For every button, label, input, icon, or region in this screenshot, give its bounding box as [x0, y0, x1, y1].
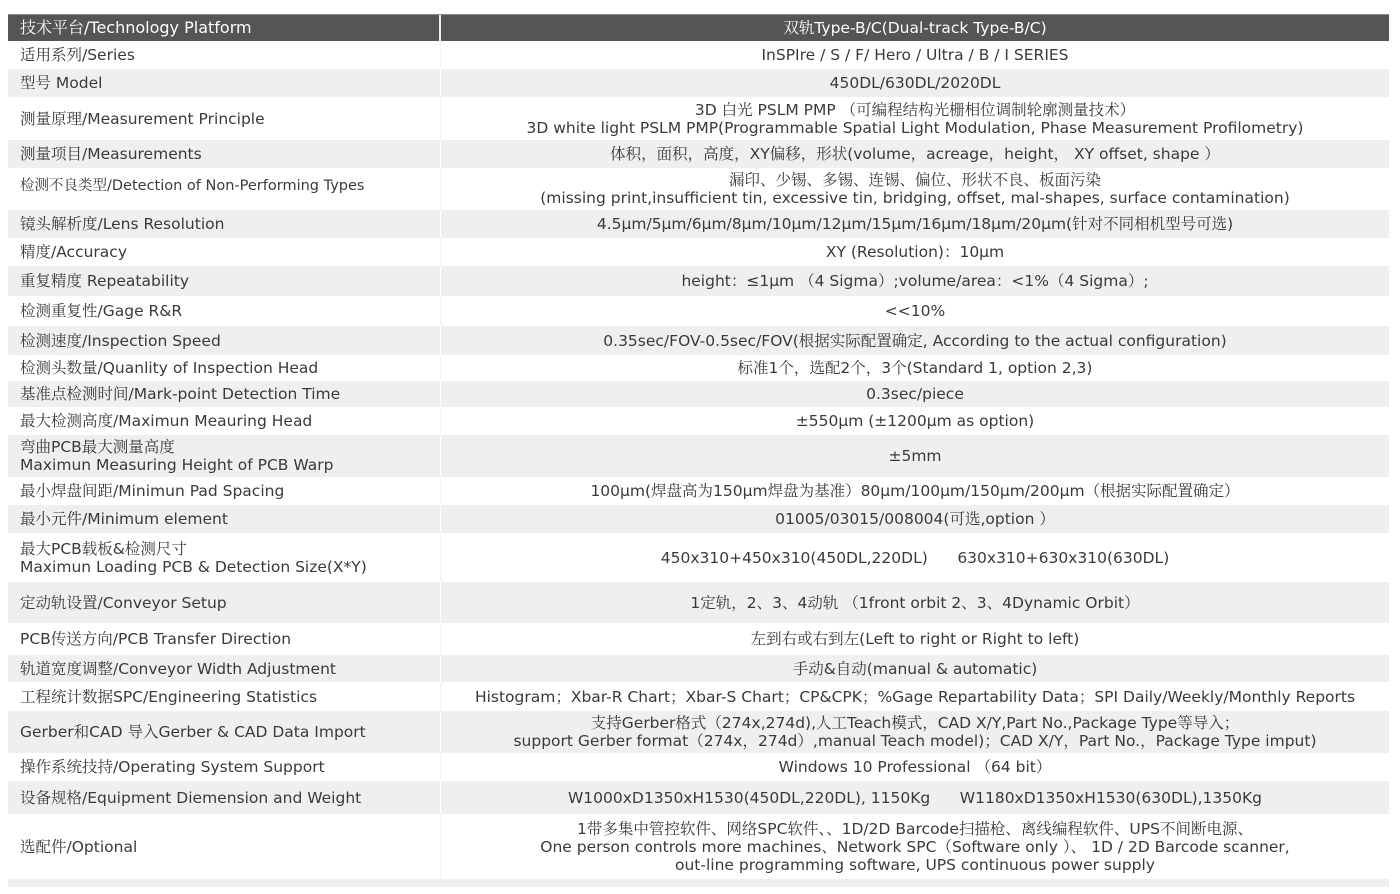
label-text-cn: 弯曲PCB最大测量高度: [20, 438, 175, 456]
row-label: [8, 238, 441, 266]
spec-table: [8, 14, 1389, 879]
row-label: [8, 140, 441, 168]
row-value: [441, 355, 1389, 381]
value-text: ±550µm (±1200µm as option): [795, 412, 1035, 430]
label-text: 适用系列/Series: [20, 46, 135, 64]
table-row-lens-resolution: [8, 210, 1389, 238]
row-label: [8, 533, 441, 582]
table-row-optional: [8, 814, 1389, 879]
row-value: [441, 69, 1389, 97]
row-value: [441, 140, 1389, 168]
value-text: 体积，面积，高度，XY偏移，形状(volume，acreage，height， XY offset, shape ）: [610, 145, 1220, 163]
row-label: [8, 655, 441, 682]
table-footer-strip: [8, 879, 1389, 887]
value-text-en: (missing print,insufficient tin, excessive tin, bridging, offset, mal-shapes, surface contamination): [540, 189, 1290, 207]
row-label: [8, 682, 441, 711]
table-row-operating-system: [8, 753, 1389, 781]
row-label: [8, 69, 441, 97]
row-value: [441, 381, 1389, 407]
row-value: [441, 326, 1389, 355]
row-value: [441, 407, 1389, 435]
label-text: 最小焊盘间距/Minimun Pad Spacing: [20, 482, 285, 500]
table-row-pcb-warp: [8, 435, 1389, 477]
table-row-conveyor-setup: [8, 582, 1389, 623]
value-text: 0.3sec/piece: [866, 385, 964, 403]
row-label: [8, 623, 441, 655]
row-value: [441, 781, 1389, 814]
value-text-cn: 漏印、少锡、多锡、连锡、偏位、形状不良、板面污染: [728, 171, 1101, 189]
value-text: 左到右或右到左(Left to right or Right to left): [750, 630, 1080, 648]
value-text-en-1: One person controls more machines、Network SPC（Software only ）、 1D / 2D Barcode scanner,: [540, 837, 1290, 856]
table-row-max-pcb-size: [8, 533, 1389, 582]
value-text-en: 3D white light PSLM PMP(Programmable Spatial Light Modulation, Phase Measurement Profilometry): [526, 118, 1304, 137]
value-text: 手动&自动(manual & automatic): [792, 659, 1038, 678]
label-text: Gerber和CAD 导入Gerber & CAD Data Import: [20, 723, 366, 741]
row-value: [441, 582, 1389, 623]
value-text: 100µm(焊盘高为150µm焊盘为基准）80µm/100µm/150µm/200µm（根据实际配置确定）: [590, 482, 1240, 500]
row-label: [8, 582, 441, 623]
table-row-min-element: [8, 505, 1389, 533]
table-header-row: [8, 14, 1389, 41]
row-value: [441, 655, 1389, 682]
label-text: 最小元件/Minimum element: [20, 510, 228, 528]
table-row-measurement-principle: [8, 97, 1389, 140]
row-value: [441, 533, 1389, 582]
table-row-width-adjustment: [8, 655, 1389, 682]
value-text-cn: 1带多集中管控软件、网络SPC软件、、1D/2D Barcode扫描枪、离线编程软件、UPS不间断电源、: [577, 819, 1253, 838]
label-text: 镜头解析度/Lens Resolution: [20, 215, 225, 233]
label-text: 检测速度/Inspection Speed: [20, 331, 221, 350]
row-value: [441, 41, 1389, 69]
row-value: [441, 266, 1389, 296]
table-row-accuracy: [8, 238, 1389, 266]
label-text-cn: 最大PCB载板&检测尺寸: [20, 539, 187, 558]
row-label: [8, 814, 441, 879]
label-text: 检测头数量/Quanlity of Inspection Head: [20, 359, 319, 377]
row-label: [8, 210, 441, 238]
row-value: [441, 296, 1389, 326]
header-label: 技术平台/Technology Platform: [8, 15, 441, 41]
value-text: 450DL/630DL/2020DL: [829, 74, 1001, 92]
label-text: 设备规格/Equipment Diemension and Weight: [20, 788, 362, 807]
row-label: [8, 477, 441, 505]
row-label: [8, 407, 441, 435]
table-row-inspection-speed: [8, 326, 1389, 355]
header-value: 双轨Type-B/C(Dual-track Type-B/C): [783, 19, 1047, 37]
label-text: 检测重复性/Gage R&R: [20, 302, 183, 320]
row-label: [8, 505, 441, 533]
label-text: 选配件/Optional: [20, 837, 138, 856]
table-row-repeatability: [8, 266, 1389, 296]
value-text: InSPIre / S / F/ Hero / Ultra / B / I SERIES: [761, 46, 1069, 64]
row-value: [441, 505, 1389, 533]
row-label: [8, 435, 441, 477]
row-value: [441, 623, 1389, 655]
label-text: 测量原理/Measurement Principle: [20, 109, 265, 128]
row-value: [441, 168, 1389, 210]
row-value: [441, 753, 1389, 781]
row-value: [441, 210, 1389, 238]
value-text: height：≤1µm （4 Sigma）;volume/area：<1%（4 Sigma）;: [681, 272, 1149, 290]
value-text-en-2: out-line programming software, UPS continuous power supply: [675, 855, 1155, 874]
label-text: 测量项目/Measurements: [20, 145, 202, 163]
table-row-mark-point: [8, 381, 1389, 407]
table-row-detection-types: [8, 168, 1389, 210]
label-text: 定动轨设置/Conveyor Setup: [20, 593, 227, 612]
label-text: 工程统计数据SPC/Engineering Statistics: [20, 687, 318, 706]
row-value: [441, 97, 1389, 140]
row-label: [8, 326, 441, 355]
value-text: ±5mm: [888, 447, 942, 465]
label-text: 重复精度 Repeatability: [20, 272, 189, 290]
row-value: [441, 682, 1389, 711]
table-row-series: [8, 41, 1389, 69]
label-text: 轨道宽度调整/Conveyor Width Adjustment: [20, 659, 336, 678]
value-text: 01005/03015/008004(可选,option ）: [775, 510, 1055, 528]
value-text: 1定轨，2、3、4动轨 （1front orbit 2、3、4Dynamic Orbit）: [690, 593, 1140, 612]
row-label: [8, 296, 441, 326]
value-text: 0.35sec/FOV-0.5sec/FOV(根据实际配置确定, According to the actual configuration): [603, 331, 1227, 350]
row-label: [8, 41, 441, 69]
table-row-pad-spacing: [8, 477, 1389, 505]
table-row-inspection-head: [8, 355, 1389, 381]
label-text-en: Maximun Loading PCB & Detection Size(X*Y): [20, 557, 367, 576]
row-value: [441, 711, 1389, 753]
value-text: XY (Resolution)：10µm: [825, 243, 1005, 261]
row-value: [441, 435, 1389, 477]
row-label: [8, 781, 441, 814]
label-text: 基准点检测时间/Mark-point Detection Time: [20, 385, 341, 403]
value-text-en: support Gerber format（274x，274d）,manual Teach model)；CAD X/Y，Part No.，Package Type imput): [513, 732, 1317, 750]
value-text: Histogram；Xbar-R Chart；Xbar-S Chart；CP&CPK；%Gage Repartability Data；SPI Daily/Weekly/Monthly Reports: [474, 687, 1356, 706]
table-row-measurements: [8, 140, 1389, 168]
table-row-max-height: [8, 407, 1389, 435]
value-text: 450x310+450x310(450DL,220DL) 630x310+630x310(630DL): [660, 548, 1170, 567]
label-text: 最大检测高度/Maximun Meauring Head: [20, 412, 313, 430]
label-text: 精度/Accuracy: [20, 243, 127, 261]
value-text-cn: 支持Gerber格式（274x,274d),人工Teach模式，CAD X/Y,Part No.,Package Type等导入；: [590, 714, 1240, 732]
row-label: [8, 97, 441, 140]
label-text: 型号 Model: [20, 74, 103, 92]
row-value: [441, 814, 1389, 879]
value-text-cn: 3D 白光 PSLM PMP （可编程结构光栅相位调制轮廓测量技术）: [694, 100, 1136, 119]
value-text: 标准1个，选配2个，3个(Standard 1, option 2,3): [737, 359, 1093, 377]
value-text: <<10%: [884, 302, 946, 320]
row-value: [441, 477, 1389, 505]
row-label: [8, 753, 441, 781]
label-text: 操作系统技持/Operating System Support: [20, 758, 325, 776]
table-row-gage-rr: [8, 296, 1389, 326]
row-label: [8, 355, 441, 381]
row-value: [441, 238, 1389, 266]
table-row-engineering-statistics: [8, 682, 1389, 711]
label-text: 检测不良类型/Detection of Non-Performing Types: [20, 178, 365, 194]
table-row-gerber-cad-import: [8, 711, 1389, 753]
value-text: W1000xD1350xH1530(450DL,220DL), 1150Kg W1180xD1350xH1530(630DL),1350Kg: [567, 788, 1263, 807]
table-row-transfer-direction: [8, 623, 1389, 655]
value-text: Windows 10 Professional （64 bit）: [778, 758, 1052, 776]
label-text-en: Maximun Measuring Height of PCB Warp: [20, 456, 334, 474]
row-label: [8, 381, 441, 407]
row-label: [8, 711, 441, 753]
table-row-model: [8, 69, 1389, 97]
row-label: [8, 266, 441, 296]
label-text: PCB传送方向/PCB Transfer Direction: [20, 630, 292, 648]
value-text: 4.5µm/5µm/6µm/8µm/10µm/12µm/15µm/16µm/18µm/20µm(针对不同相机型号可选): [596, 215, 1234, 233]
table-row-equipment-dimension: [8, 781, 1389, 814]
row-label: [8, 168, 441, 210]
